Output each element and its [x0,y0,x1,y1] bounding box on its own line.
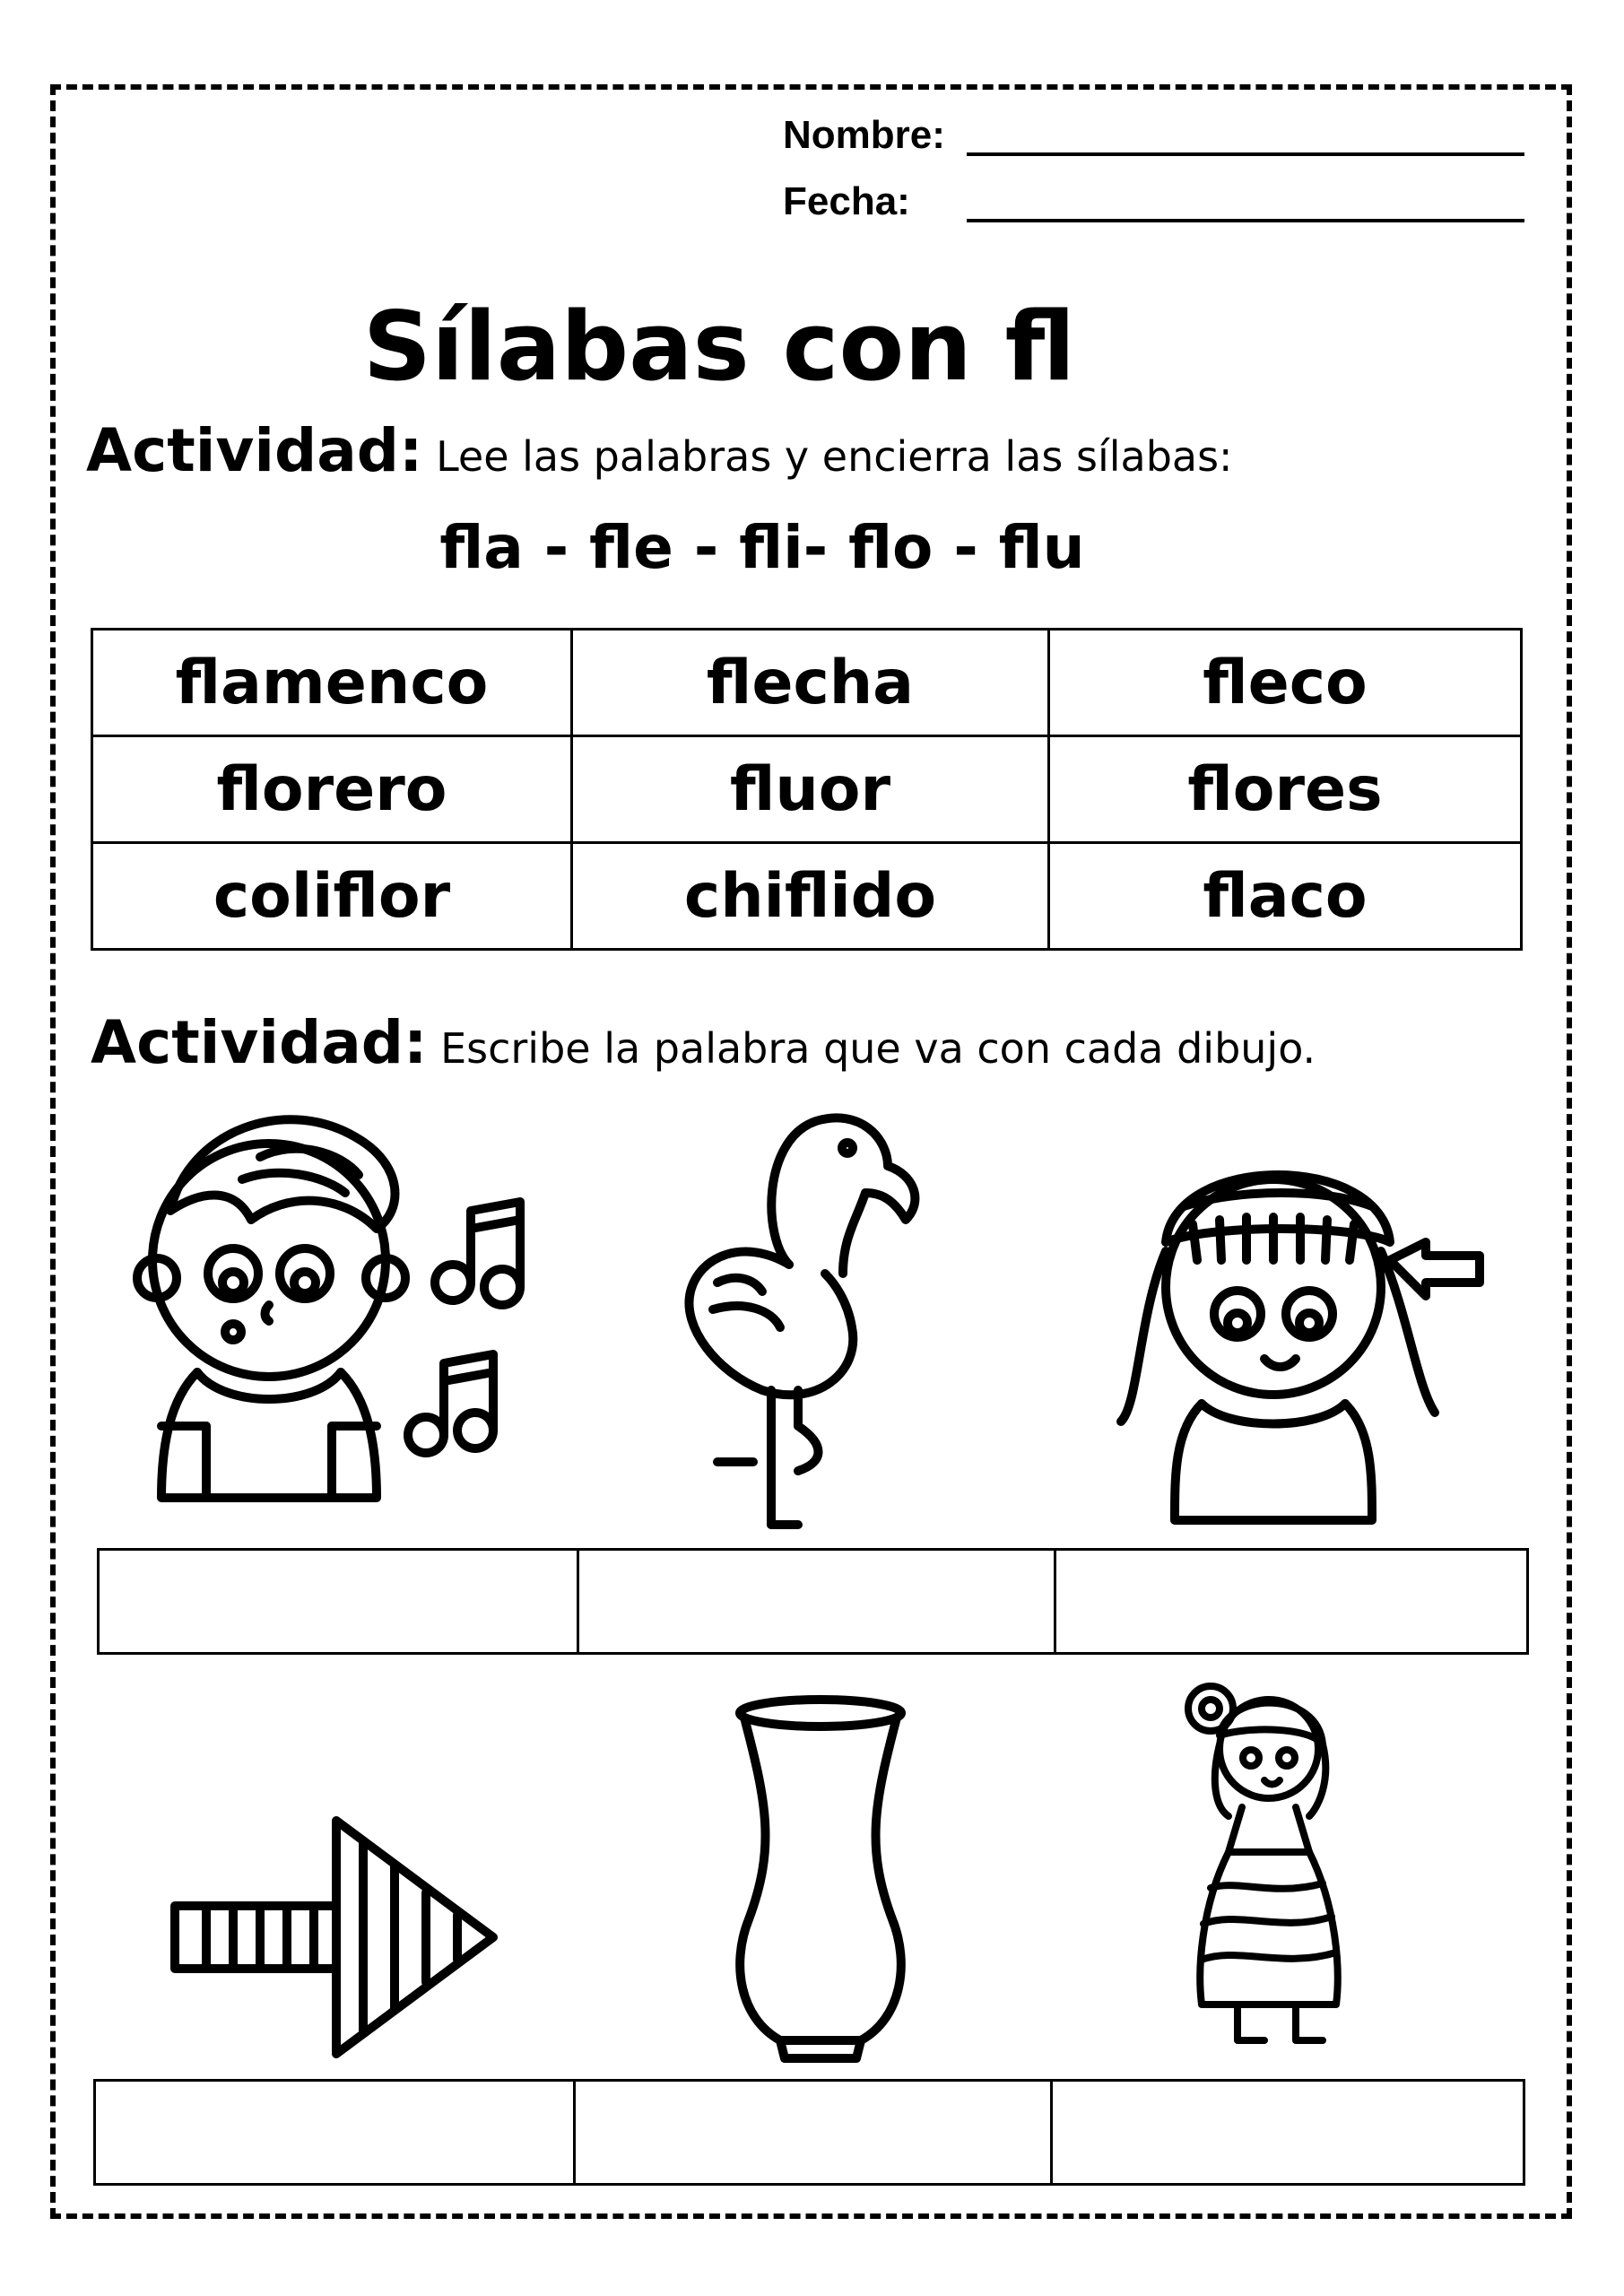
word-cell[interactable]: florero [92,736,572,843]
activity1-label: Actividad: [86,416,423,485]
answer-box[interactable] [1055,1550,1528,1654]
word-cell[interactable]: flores [1049,736,1522,843]
word-table [91,628,1523,951]
answer-box[interactable] [578,1550,1055,1654]
answer-box[interactable] [575,2081,1052,2185]
answer-box[interactable] [95,2081,575,2185]
activity2-instruction: Escribe la palabra que va con cada dibujo. [440,1024,1316,1073]
activity1-heading [86,416,1233,485]
answer-box[interactable] [1052,2081,1524,2185]
word-cell[interactable]: fleco [1049,630,1522,736]
word-cell[interactable]: flaco [1049,843,1522,950]
fecha-label: Fecha: [783,179,910,223]
flamingo-icon [664,1103,933,1525]
girl-with-fringe-icon [1121,1135,1489,1529]
fecha-line[interactable] [967,219,1524,222]
activity2-label: Actividad: [91,1008,428,1077]
activity1-instruction: Lee las palabras y encierra las sílabas: [436,432,1233,481]
vase-icon [731,1695,910,2063]
word-cell[interactable]: fluor [572,736,1049,843]
activity2-heading [91,1008,1316,1077]
page-title: Sílabas con fl [362,291,1076,402]
answer-box[interactable] [99,1550,578,1654]
nombre-label: Nombre: [783,113,945,157]
word-cell[interactable]: chiflido [572,843,1049,950]
answer-row-1 [97,1548,1529,1655]
boy-whistling-icon [135,1103,565,1516]
arrow-icon [170,1812,511,2063]
flamenco-dancer-icon [1175,1682,1354,2058]
word-cell[interactable]: flecha [572,630,1049,736]
word-cell[interactable]: flamenco [92,630,572,736]
word-cell[interactable]: coliflor [92,843,572,950]
answer-row-2 [93,2079,1525,2186]
syllables-line: fla - fle - fli- flo - flu [439,513,1085,582]
nombre-line[interactable] [967,152,1524,156]
